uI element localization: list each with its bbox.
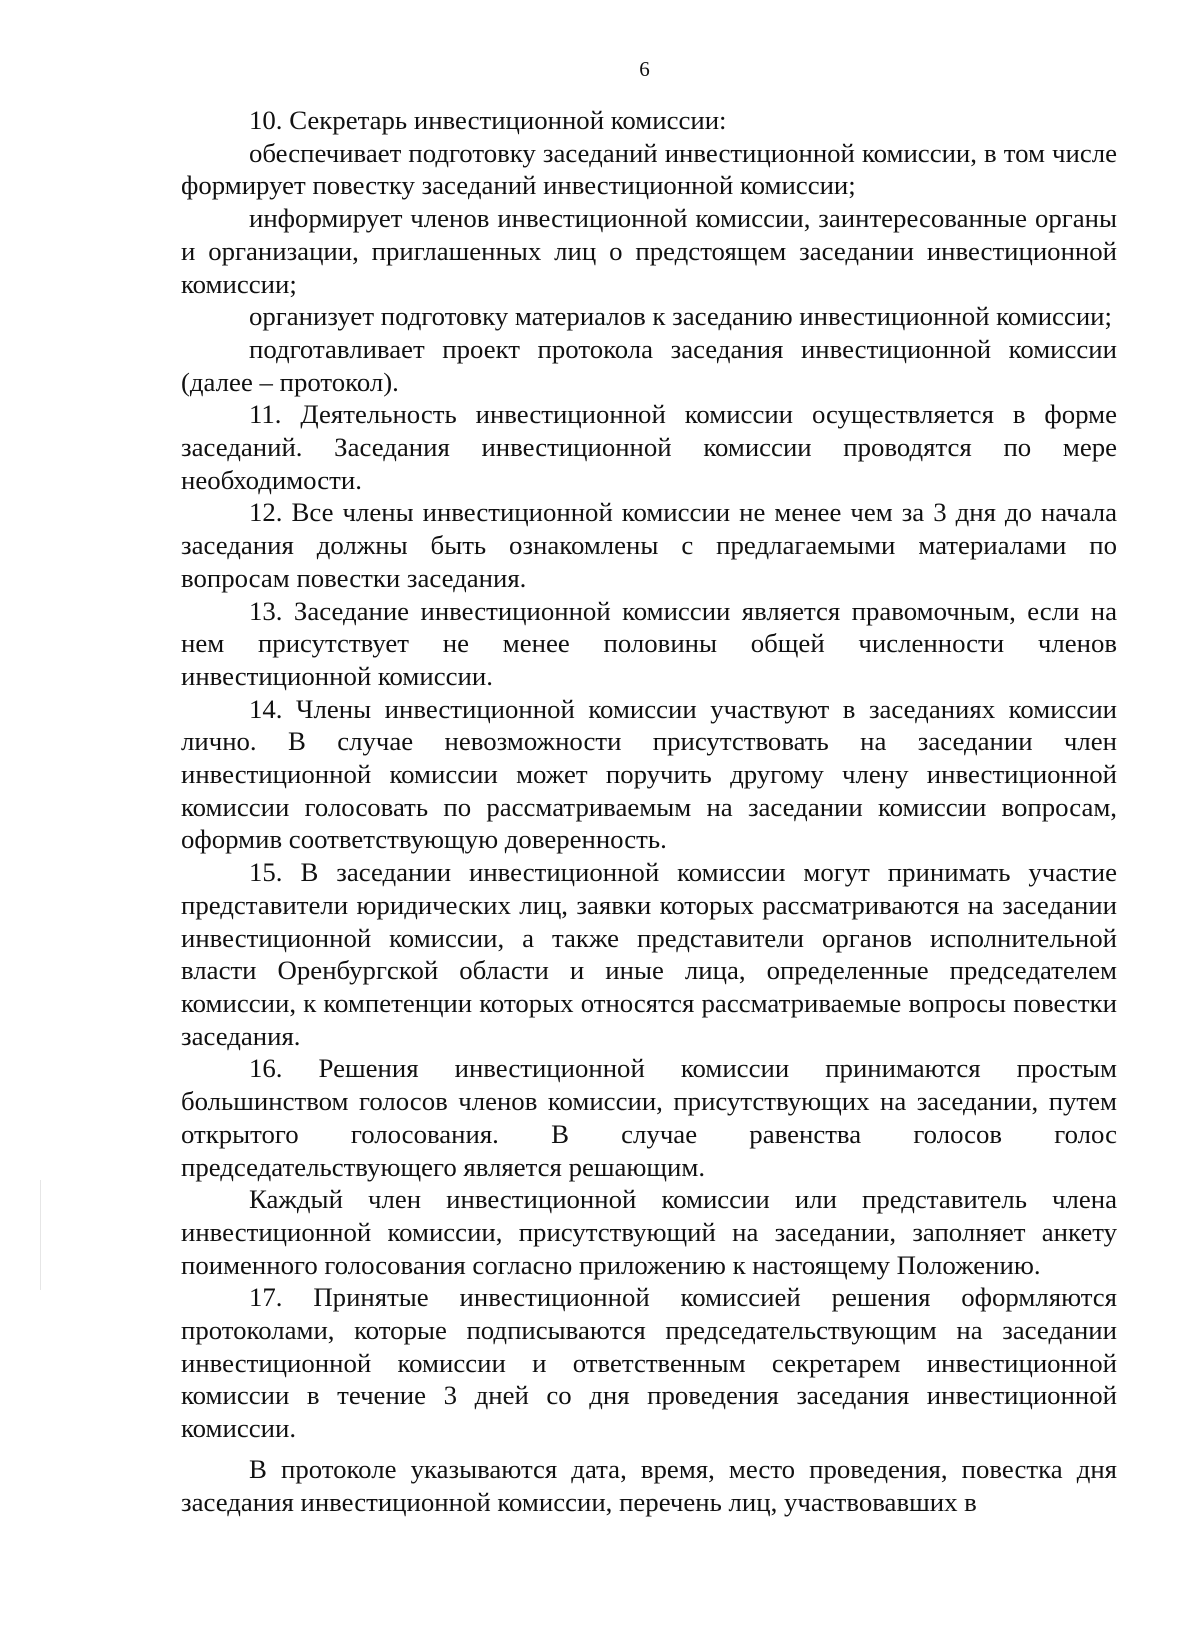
paragraph-14: 14. Члены инвестиционной комиссии участвуют в заседаниях комиссии лично. В случае невозможности присутствовать на заседании член инвестиционной комиссии может поручить другому члену инвестиционной комиссии голосовать по рассматриваемым на заседании комиссии вопросам, оформив соответствующую доверенность. bbox=[181, 693, 1117, 855]
scan-artifact-line bbox=[40, 1180, 41, 1290]
paragraph-10-item-4: подготавливает проект протокола заседания инвестиционной комиссии (далее – протокол). bbox=[181, 333, 1117, 397]
paragraph-10-item-3: организует подготовку материалов к заседанию инвестиционной комиссии; bbox=[249, 301, 1112, 332]
paragraph-10-heading: 10. Секретарь инвестиционной комиссии: bbox=[249, 105, 727, 135]
paragraph-10-item-2: информирует членов инвестиционной комиссии, заинтересованные органы и организации, приглашенных лиц о предстоящем заседании инвестиционной комиссии; bbox=[181, 203, 1117, 299]
paragraph-13: 13. Заседание инвестиционной комиссии является правомочным, если на нем присутствует не менее половины общей численности членов инвестиционной комиссии. bbox=[181, 595, 1117, 691]
paragraph-17-continuation: В протоколе указываются дата, время, место проведения, повестка дня заседания инвестиционной комиссии, перечень лиц, участвовавших в bbox=[181, 1453, 1117, 1517]
paragraph-16-continuation: Каждый член инвестиционной комиссии или представитель члена инвестиционной комиссии, присутствующий на заседании, заполняет анкету поименного голосования согласно приложению к настоящему Положению. bbox=[181, 1184, 1117, 1280]
document-body bbox=[181, 104, 1117, 1518]
paragraph-17: 17. Принятые инвестиционной комиссией решения оформляются протоколами, которые подписываются председательствующим на заседании инвестиционной комиссии и ответственным секретарем инвестиционной комиссии в течение 3 дней со дня проведения заседания инвестиционной комиссии. bbox=[181, 1282, 1117, 1444]
page-number: 6 bbox=[639, 57, 650, 81]
paragraph-15: 15. В заседании инвестиционной комиссии могут принимать участие представители юридических лиц, заявки которых рассматриваются на заседании инвестиционной комиссии, а также представители органов исполнительной власти Оренбургской области и иные лица, определенные председателем комиссии, к компетенции которых относятся рассматриваемые вопросы повестки заседания. bbox=[181, 857, 1117, 1051]
paragraph-11: 11. Деятельность инвестиционной комиссии осуществляется в форме заседаний. Заседания инвестиционной комиссии проводятся по мере необходимости. bbox=[181, 399, 1117, 495]
paragraph-10-item-1: обеспечивает подготовку заседаний инвестиционной комиссии, в том числе формирует повестку заседаний инвестиционной комиссии; bbox=[181, 137, 1117, 201]
paragraph-16: 16. Решения инвестиционной комиссии принимаются простым большинством голосов членов комиссии, присутствующих на заседании, путем открытого голосования. В случае равенства голосов голос председательствующего является решающим. bbox=[181, 1053, 1117, 1182]
paragraph-12: 12. Все члены инвестиционной комиссии не менее чем за 3 дня до начала заседания должны быть ознакомлены с предлагаемыми материалами по вопросам повестки заседания. bbox=[181, 497, 1117, 593]
